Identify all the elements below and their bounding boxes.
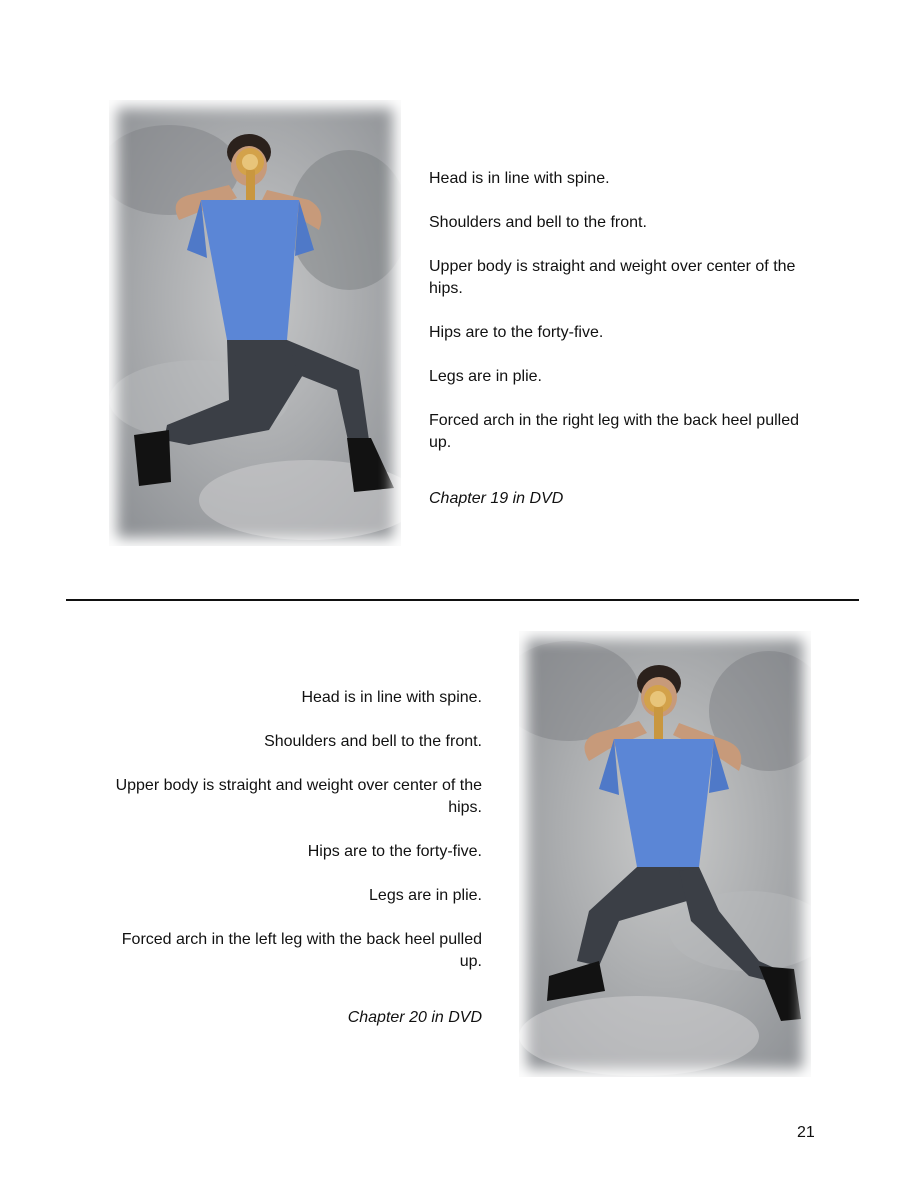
photo-illustration [519, 631, 811, 1077]
instruction-line: Legs are in plie. [369, 887, 482, 904]
instruction-line: Head is in line with spine. [301, 689, 482, 706]
page-number: 21 [797, 1124, 815, 1141]
instruction-line: Hips are to the forty-five. [429, 324, 604, 341]
photo-illustration [109, 100, 401, 546]
section-divider [66, 599, 859, 601]
instruction-line: Forced arch in the right leg with the back heel pulled up. [429, 412, 799, 451]
instruction-line: Legs are in plie. [429, 368, 542, 385]
instructions-bottom [110, 687, 482, 1051]
chapter-reference: Chapter 19 in DVD [429, 490, 564, 507]
chapter-reference: Chapter 20 in DVD [347, 1009, 482, 1026]
instruction-line: Head is in line with spine. [429, 170, 610, 187]
photo-trumpet-lunge-right [109, 100, 401, 546]
instruction-line: Hips are to the forty-five. [307, 843, 482, 860]
instructions-top [429, 168, 809, 532]
instruction-line: Forced arch in the left leg with the back heel pulled up. [121, 931, 482, 970]
photo-trumpet-lunge-left [519, 631, 811, 1077]
instruction-line: Upper body is straight and weight over center of the hips. [115, 777, 482, 816]
instruction-line: Shoulders and bell to the front. [264, 733, 482, 750]
instruction-line: Shoulders and bell to the front. [429, 214, 647, 231]
instruction-line: Upper body is straight and weight over center of the hips. [429, 258, 796, 297]
